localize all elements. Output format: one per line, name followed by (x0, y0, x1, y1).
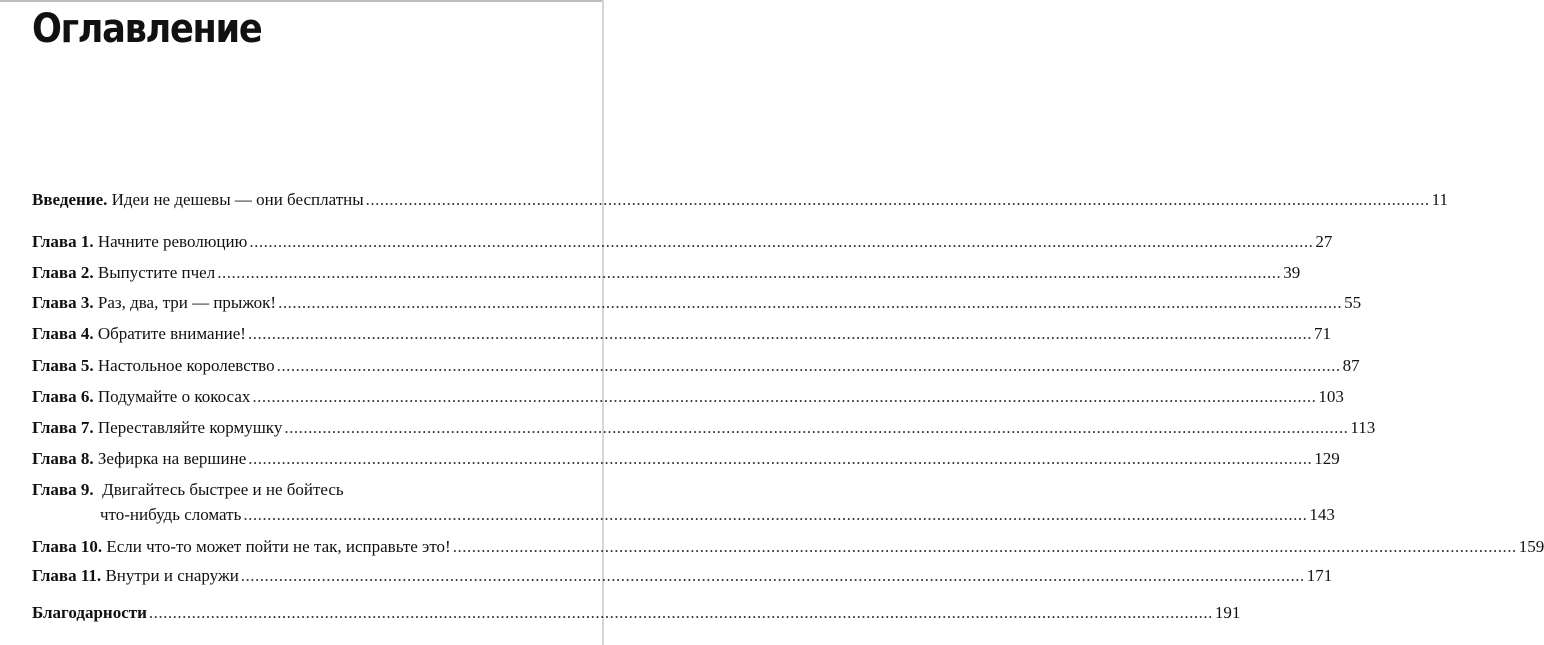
toc-entry-label: Глава 4. (32, 324, 94, 343)
toc-entry-title: Настольное королевство (97, 356, 275, 375)
toc-entry-chapter-4[interactable] (32, 323, 1331, 345)
toc-entry-chapter-9-continued[interactable] (32, 504, 1335, 526)
toc-leader-dots (243, 504, 1307, 526)
toc-entry-page: 143 (1309, 505, 1335, 524)
toc-entry-label: Глава 8. (32, 449, 94, 468)
toc-entry-chapter-3[interactable] (32, 292, 1362, 314)
toc-entry-chapter-8[interactable] (32, 448, 1340, 470)
toc-entry-title: Если что-то может пойти не так, исправьте это! (106, 537, 451, 556)
toc-entry-label: Глава 5. (32, 356, 94, 375)
toc-leader-dots (217, 262, 1281, 284)
toc-entry-title-continued: что-нибудь сломать (100, 505, 242, 524)
toc-entry-chapter-7[interactable] (32, 417, 1376, 439)
toc-leader-dots (252, 386, 1316, 408)
toc-entry-page: 71 (1313, 324, 1331, 343)
toc-entry-page: 39 (1283, 263, 1301, 282)
toc-entry-label: Глава 7. (32, 418, 94, 437)
toc-entry-page: 103 (1318, 387, 1344, 406)
toc-entry-title: Выпустите пчел (97, 263, 216, 282)
toc-entry-introduction[interactable] (32, 189, 1449, 211)
toc-leader-dots (248, 323, 1312, 345)
toc-entry-chapter-1[interactable] (32, 231, 1333, 253)
toc-entry-label: Введение. (32, 190, 108, 209)
toc-leader-dots (278, 292, 1342, 314)
toc-leader-dots (453, 536, 1517, 558)
toc-entry-title: Начните революцию (97, 232, 248, 251)
toc-entry-label: Глава 6. (32, 387, 94, 406)
toc-entry-chapter-9[interactable] (32, 479, 567, 501)
toc-leader-dots (366, 189, 1430, 211)
toc-entry-label: Глава 2. (32, 263, 94, 282)
toc-entry-chapter-6[interactable] (32, 386, 1344, 408)
toc-entry-page: 27 (1315, 232, 1333, 251)
toc-entry-chapter-11[interactable] (32, 565, 1333, 587)
toc-entry-label: Благодарности (32, 603, 147, 622)
toc-entry-acknowledgements[interactable] (32, 602, 1241, 624)
toc-entry-title: Двигайтесь быстрее и не бойтесь (102, 480, 344, 499)
toc-leader-dots (149, 602, 1213, 624)
toc-entry-label: Глава 11. (32, 566, 102, 585)
page-top-border (0, 0, 604, 2)
toc-entry-page: 191 (1214, 603, 1241, 622)
toc-entry-page: 113 (1350, 418, 1376, 437)
toc-entry-title: Раз, два, три — прыжок! (97, 293, 277, 312)
toc-entry-label: Глава 10. (32, 537, 103, 556)
toc-entry-title: Обратите внимание! (97, 324, 246, 343)
toc-entry-title: Переставляйте кормушку (97, 418, 283, 437)
toc-leader-dots (248, 448, 1312, 470)
toc-entry-page: 159 (1518, 537, 1544, 556)
toc-entry-title: Идеи не дешевы — они бесплатны (111, 190, 364, 209)
toc-entry-chapter-5[interactable] (32, 355, 1360, 377)
toc-entry-chapter-10[interactable] (32, 536, 1544, 558)
toc-leader-dots (284, 417, 1348, 439)
toc-entry-page: 171 (1306, 566, 1333, 585)
toc-leader-dots (249, 231, 1313, 253)
toc-entry-label: Глава 1. (32, 232, 94, 251)
toc-entry-label: Глава 9. (32, 480, 94, 499)
toc-entry-title: Зефирка на вершине (97, 449, 247, 468)
toc-entry-page: 55 (1344, 293, 1362, 312)
toc-entry-page: 87 (1342, 356, 1360, 375)
toc-leader-dots (241, 565, 1305, 587)
toc-entry-label: Глава 3. (32, 293, 94, 312)
toc-leader-dots (277, 355, 1341, 377)
toc-entry-title: Внутри и снаружи (105, 566, 239, 585)
toc-entry-page: 129 (1314, 449, 1340, 468)
toc-entry-title: Подумайте о кокосах (97, 387, 251, 406)
page-title: Оглавление (32, 6, 262, 52)
toc-entry-chapter-2[interactable] (32, 262, 1301, 284)
toc-entry-page: 11 (1431, 190, 1449, 209)
